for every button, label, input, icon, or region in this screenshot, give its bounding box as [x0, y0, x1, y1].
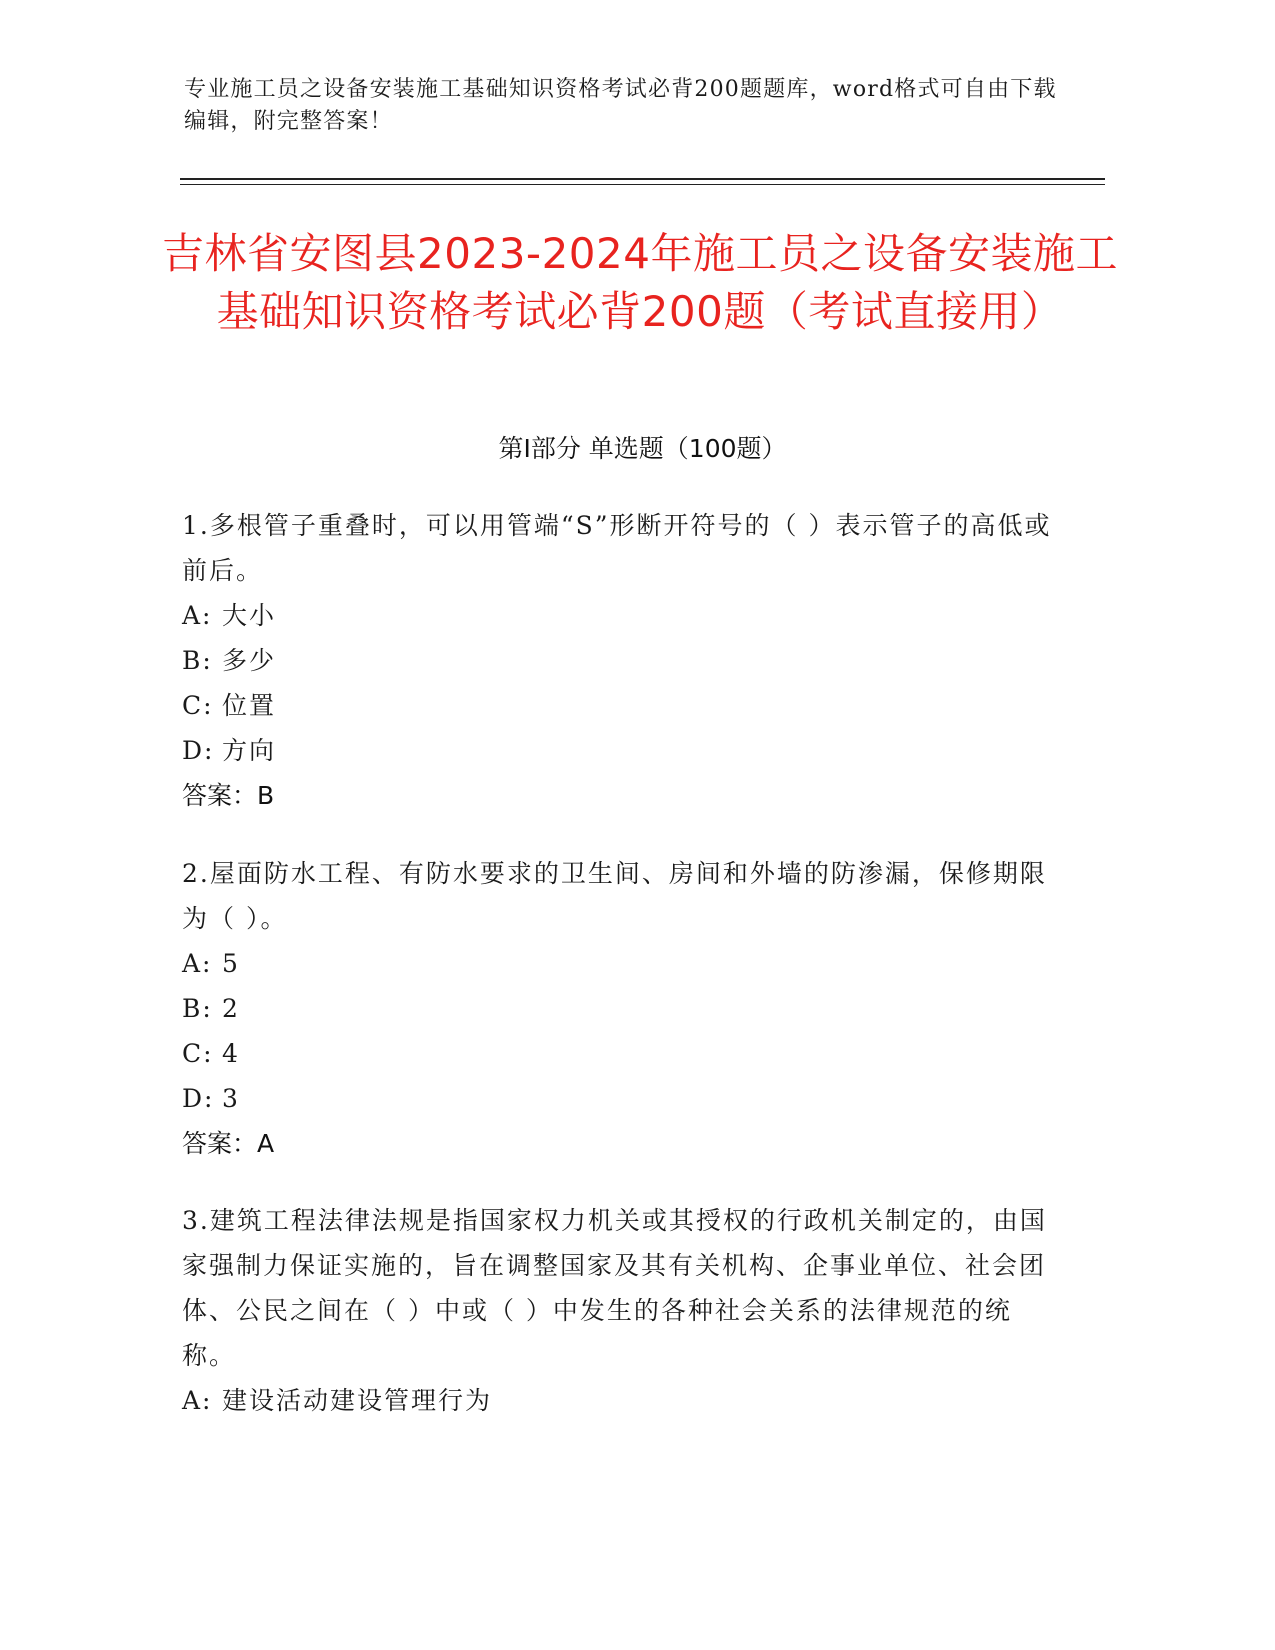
option-value: 方向: [222, 736, 277, 765]
document-title: 吉林省安图县2023-2024年施工员之设备安装施工基础知识资格考试必背200题（考试直接用）: [162, 229, 1118, 336]
option-key: A:: [182, 949, 213, 978]
option-key: B:: [182, 994, 213, 1023]
option-key: A:: [182, 1386, 213, 1415]
option-value: 4: [222, 1039, 240, 1068]
option-a: [182, 1378, 1062, 1423]
option-c: [182, 1031, 1062, 1076]
option-key: D:: [182, 1084, 215, 1113]
option-b: [182, 986, 1062, 1031]
option-value: 建设活动建设管理行为: [222, 1386, 493, 1415]
answer: 答案：A: [182, 1129, 275, 1158]
option-value: 2: [222, 994, 240, 1023]
option-c: [182, 683, 1062, 728]
option-d: [182, 1076, 1062, 1121]
question-3: [182, 1198, 1062, 1423]
header-rule-thin: [180, 184, 1105, 185]
section-title: 第I部分 单选题（100题）: [498, 434, 787, 463]
option-b: [182, 638, 1062, 683]
option-a: [182, 593, 1062, 638]
option-value: 3: [222, 1084, 240, 1113]
option-value: 5: [222, 949, 240, 978]
option-value: 大小: [222, 601, 277, 630]
option-key: A:: [182, 601, 213, 630]
option-value: 多少: [222, 646, 277, 675]
question-text: 1.多根管子重叠时，可以用管端“S”形断开符号的（ ）表示管子的高低或前后。: [182, 511, 1052, 585]
option-key: B:: [182, 646, 213, 675]
option-key: C:: [182, 691, 214, 720]
option-key: D:: [182, 736, 215, 765]
header-rule-thick: [180, 178, 1105, 180]
answer: 答案：B: [182, 781, 275, 810]
option-key: C:: [182, 1039, 214, 1068]
question-1: [182, 503, 1062, 818]
option-value: 位置: [222, 691, 277, 720]
option-d: [182, 728, 1062, 773]
question-text: 3.建筑工程法律法规是指国家权力机关或其授权的行政机关制定的，由国家强制力保证实施的，旨在调整国家及其有关机构、企事业单位、社会团体、公民之间在（ ）中或（ ）中发生的各种社会关系的法律规范的统称。: [182, 1206, 1047, 1370]
question-text: 2.屋面防水工程、有防水要求的卫生间、房间和外墙的防渗漏，保修期限为（ ）。: [182, 859, 1047, 933]
option-a: [182, 941, 1062, 986]
question-2: [182, 851, 1062, 1166]
header-note: 专业施工员之设备安装施工基础知识资格考试必背200题题库，word格式可自由下载编辑，附完整答案！: [184, 77, 1057, 134]
